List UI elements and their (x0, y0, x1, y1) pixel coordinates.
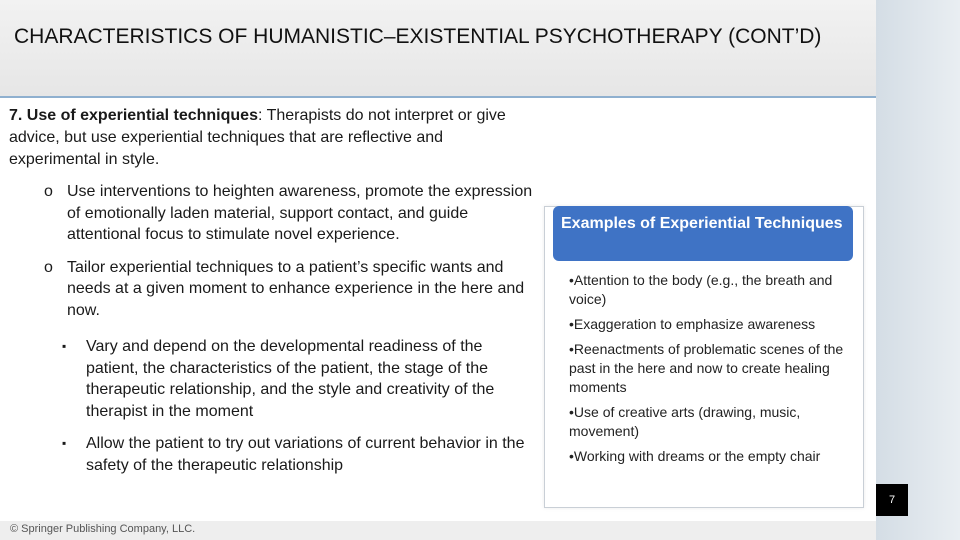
bullet-text: Tailor experiential techniques to a patient’s specific wants and needs at a given moment to enhance experience in the here and now. (67, 258, 525, 319)
intro-heading: 7. Use of experiential techniques (9, 107, 258, 124)
list-item (44, 181, 534, 246)
copyright-text: © Springer Publishing Company, LLC. (10, 523, 196, 535)
examples-header: Examples of Experiential Techniques (553, 206, 853, 261)
bullet-text: Use interventions to heighten awareness, promote the expression of emotionally laden material, support contact, and guide attentional focus to stimulate novel experience. (67, 183, 533, 243)
title-divider (0, 96, 876, 98)
list-item: •Attention to the body (e.g., the breath and voice) (569, 272, 833, 307)
intro-paragraph (9, 105, 534, 171)
sub-bullet-list (62, 336, 532, 487)
list-item (62, 336, 532, 422)
list-item: •Reenactments of problematic scenes of the past in the here and now to create healing moments (569, 341, 844, 395)
list-item (62, 433, 532, 476)
square-bullet-icon: ▪ (62, 436, 67, 450)
footer (0, 521, 876, 540)
subbullet-text: Allow the patient to try out variations of current behavior in the safety of the therapeutic relationship (86, 435, 525, 474)
list-item: •Use of creative arts (drawing, music, movement) (569, 404, 801, 439)
bullet-marker-icon: o (44, 183, 53, 200)
list-item: •Exaggeration to emphasize awareness (569, 316, 816, 332)
square-bullet-icon: ▪ (62, 339, 67, 353)
examples-list (569, 271, 849, 472)
slide-title: CHARACTERISTICS OF HUMANISTIC–EXISTENTIAL PSYCHOTHERAPY (CONT’D) (14, 25, 822, 48)
side-decoration-bar (876, 0, 960, 540)
subbullet-text: Vary and depend on the developmental readiness of the patient, the characteristics of the patient, the stage of the therapeutic relationship, and the style and creativity of the therapist in the moment (86, 338, 495, 420)
list-item (44, 257, 534, 322)
bullet-marker-icon: o (44, 258, 53, 276)
list-item: •Working with dreams or the empty chair (569, 448, 821, 464)
intro-text: : Therapists do not interpret or give advice, but use experiential techniques that are reflective and experimental in style. (9, 107, 506, 168)
page-number: 7 (876, 484, 908, 516)
main-bullet-list (44, 181, 534, 332)
